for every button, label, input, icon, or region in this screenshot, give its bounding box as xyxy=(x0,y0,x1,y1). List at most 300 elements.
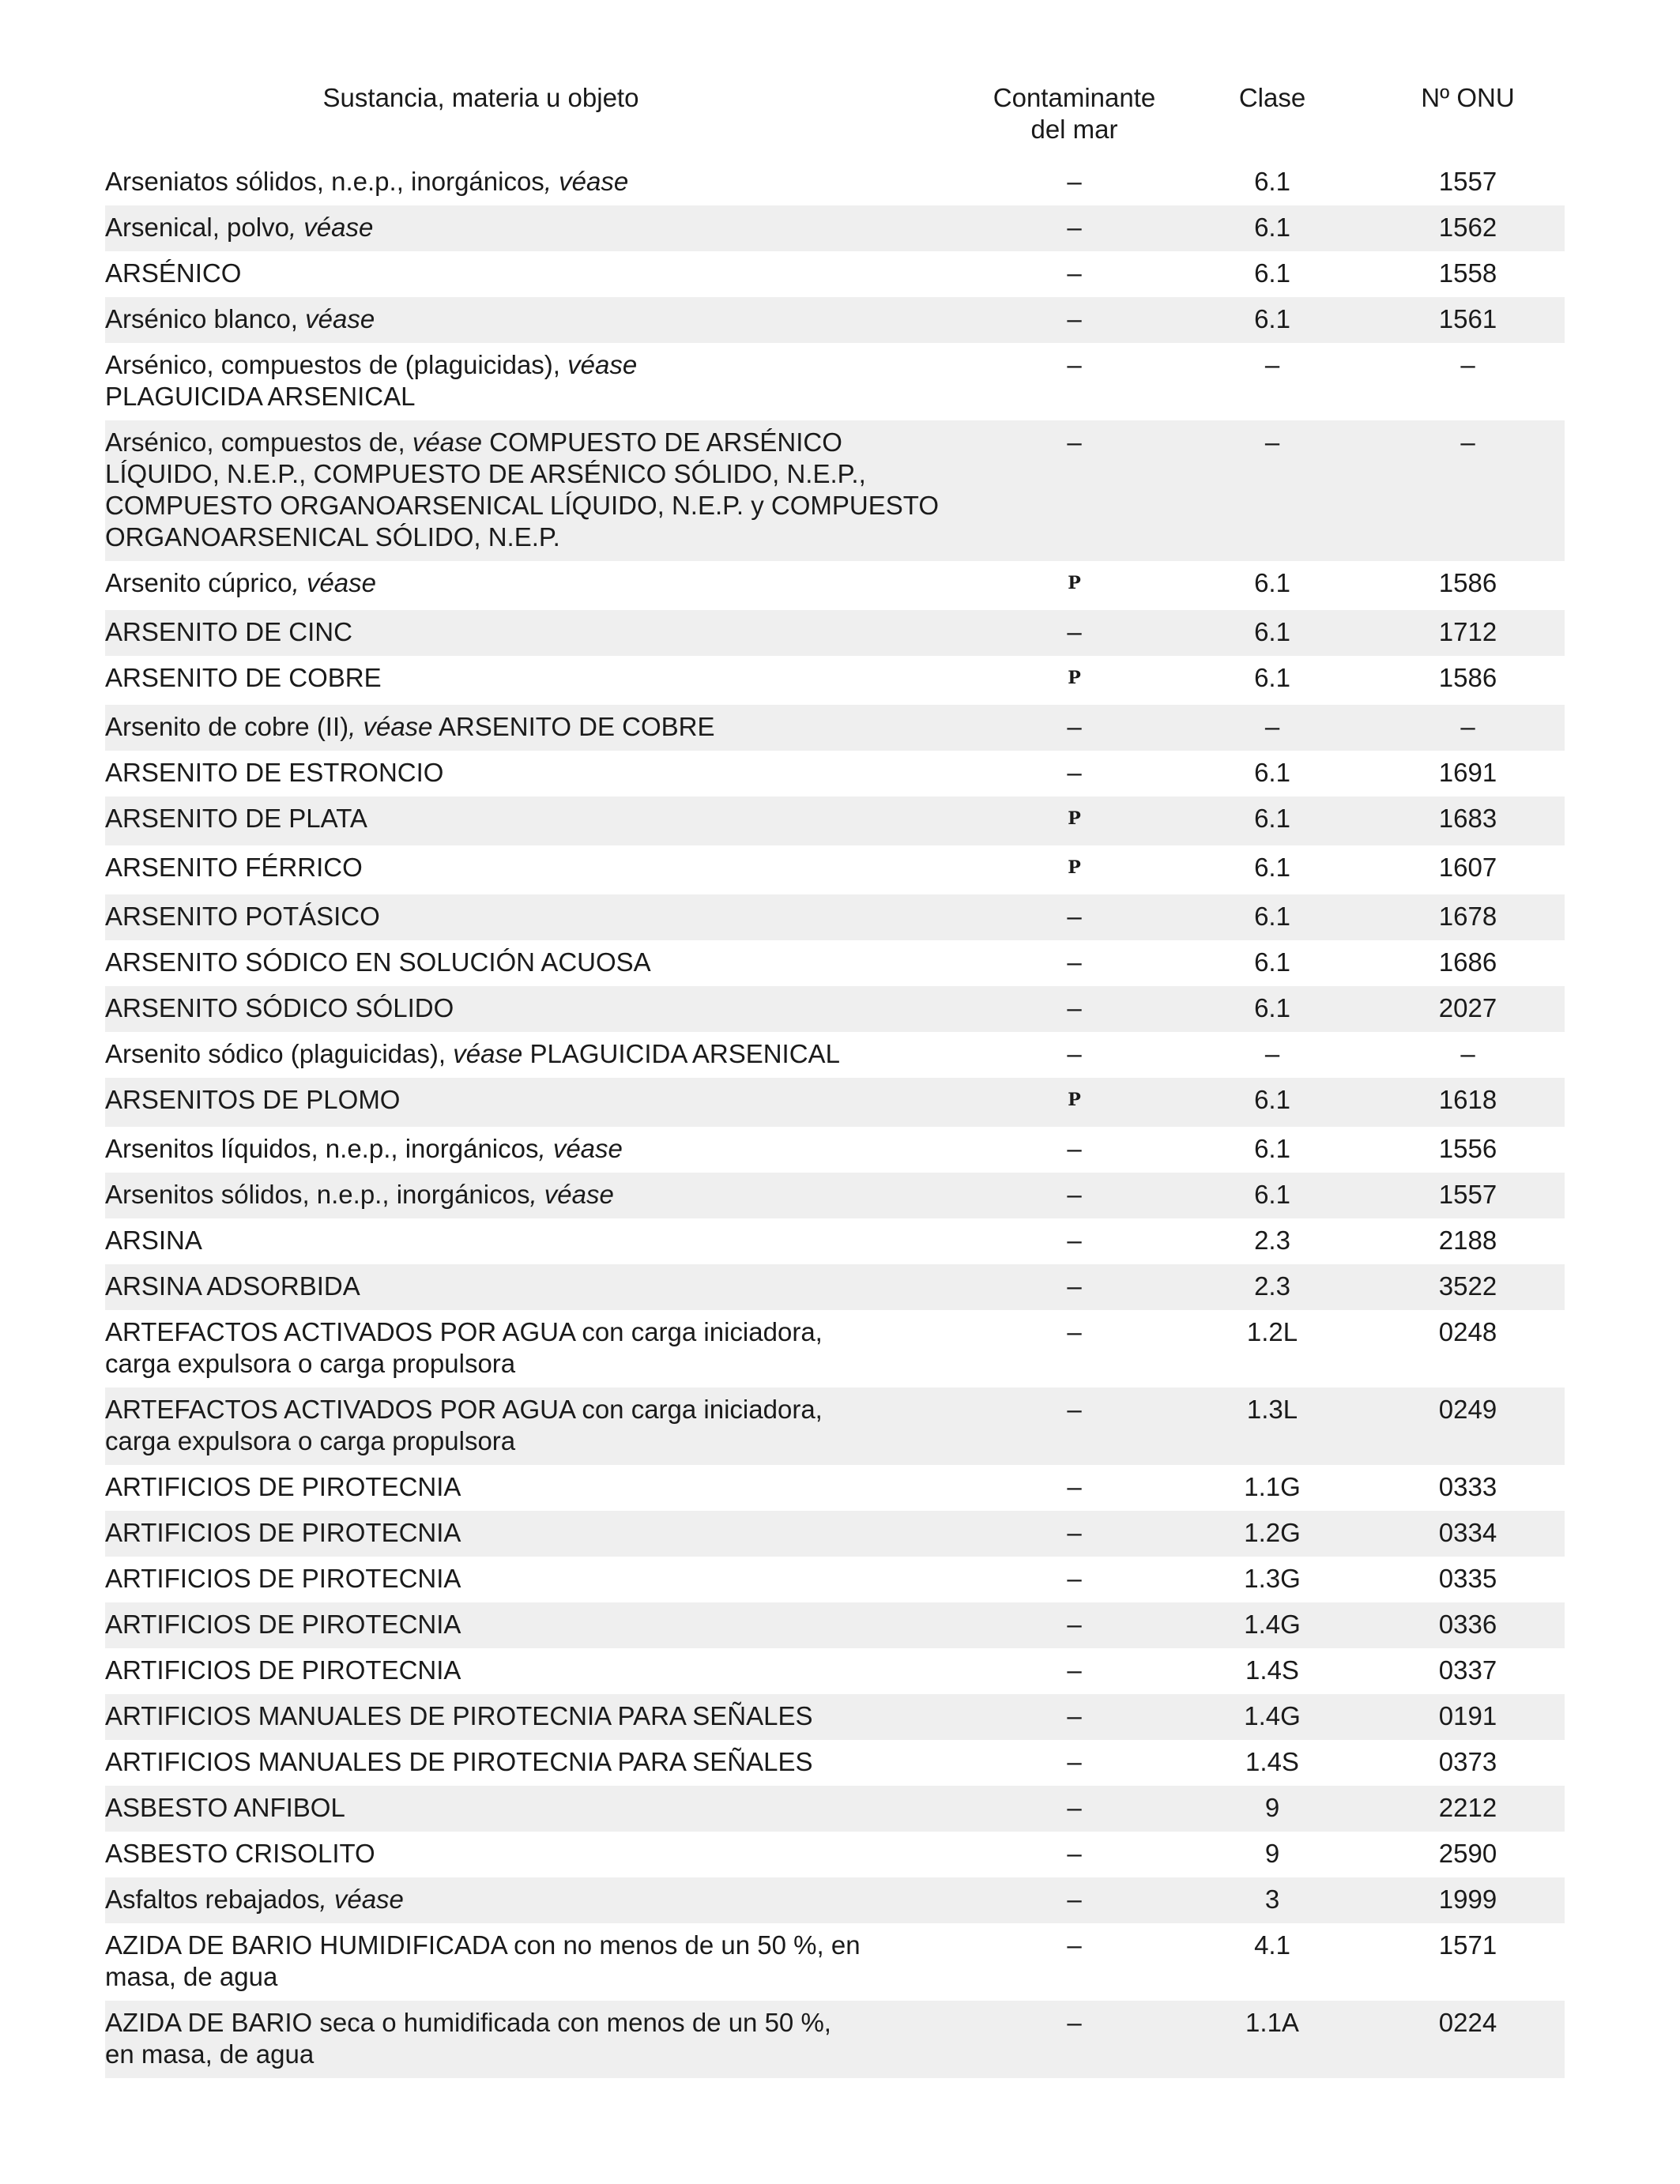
cell-un-number: 1607 xyxy=(1438,853,1497,882)
cell-pollutant xyxy=(975,1832,1173,1877)
pollutant-value: – xyxy=(1067,1472,1082,1501)
marine-pollutant-mark: P xyxy=(1068,573,1081,593)
see-reference: , véase xyxy=(348,712,433,741)
cell-pollutant xyxy=(975,420,1173,561)
substance-name: ARSENITO SÓDICO SÓLIDO xyxy=(105,993,454,1022)
substance-name: ARTEFACTOS ACTIVADOS POR AGUA con carga iniciadora, carga expulsora o carga propulsora xyxy=(105,1317,823,1378)
reference-target: PLAGUICIDA ARSENICAL xyxy=(105,382,416,411)
substance-text xyxy=(105,166,975,198)
substance-text xyxy=(105,1609,975,1640)
pollutant-value: – xyxy=(1067,213,1082,242)
cell-un-number: 0337 xyxy=(1438,1655,1497,1685)
cell-un-number: – xyxy=(1371,705,1565,751)
cell-un-number: 1683 xyxy=(1371,796,1565,845)
substance-name: ARSENITO POTÁSICO xyxy=(105,902,380,931)
cell-substance xyxy=(105,1877,975,1923)
substance-name: ARSENITO DE PLATA xyxy=(105,804,367,833)
pollutant-value: – xyxy=(1067,304,1082,333)
table-row xyxy=(105,1218,1565,1264)
see-reference: véase xyxy=(453,1039,523,1068)
table-body xyxy=(105,160,1565,2078)
cell-class: 1.1A xyxy=(1173,2001,1371,2078)
substance-text xyxy=(105,1084,975,1116)
cell-class: 1.4S xyxy=(1245,1655,1299,1685)
header-pollutant-line2: del mar xyxy=(1030,115,1118,144)
cell-class: 6.1 xyxy=(1254,568,1290,597)
cell-un-number: 1691 xyxy=(1438,758,1497,787)
cell-un-number: 1562 xyxy=(1371,205,1565,251)
pollutant-value: – xyxy=(1067,1701,1082,1730)
cell-class: 6.1 xyxy=(1254,663,1290,692)
cell-class: 6.1 xyxy=(1254,758,1290,787)
cell-pollutant xyxy=(975,751,1173,796)
substance-name: Asfaltos rebajados xyxy=(105,1885,320,1914)
table-row xyxy=(105,894,1565,940)
cell-un-number: – xyxy=(1460,350,1475,379)
substance-name: Arsenical, polvo xyxy=(105,213,289,242)
cell-class: 1.1G xyxy=(1244,1472,1301,1501)
substance-text xyxy=(105,1471,975,1503)
cell-pollutant xyxy=(975,160,1173,205)
marine-pollutant-mark: P xyxy=(1068,1090,1081,1110)
substance-text xyxy=(105,1563,975,1595)
see-reference: , véase xyxy=(288,213,374,242)
cell-class: 9 xyxy=(1173,1786,1371,1832)
substance-text xyxy=(105,1838,975,1870)
table-row xyxy=(105,1832,1565,1877)
cell-pollutant xyxy=(975,1602,1173,1648)
pollutant-value: – xyxy=(1067,350,1082,379)
header-row xyxy=(105,79,1565,160)
cell-substance xyxy=(105,1602,975,1648)
table-row xyxy=(105,1602,1565,1648)
substance-name: ASBESTO ANFIBOL xyxy=(105,1793,345,1822)
substance-text xyxy=(105,1225,975,1256)
substance-text xyxy=(105,852,975,883)
cell-un-number: 1618 xyxy=(1371,1078,1565,1127)
cell-substance xyxy=(105,1923,975,2001)
pollutant-value: – xyxy=(1067,1039,1082,1068)
cell-class: 6.1 xyxy=(1173,986,1371,1032)
header-class: Clase xyxy=(1238,83,1306,112)
substance-name: Arsénico blanco, xyxy=(105,304,306,333)
table-row xyxy=(105,796,1565,845)
cell-un-number: 1571 xyxy=(1438,1930,1497,1960)
cell-substance xyxy=(105,1032,975,1078)
cell-un-number: – xyxy=(1460,1039,1475,1068)
cell-substance xyxy=(105,1127,975,1173)
table-row xyxy=(105,297,1565,343)
cell-class: 6.1 xyxy=(1173,1078,1371,1127)
cell-pollutant xyxy=(975,1557,1173,1602)
cell-un-number: 0224 xyxy=(1371,2001,1565,2078)
substance-text xyxy=(105,711,975,743)
table-row xyxy=(105,561,1565,610)
marine-pollutant-mark: P xyxy=(1068,857,1081,878)
cell-un-number: 1561 xyxy=(1371,297,1565,343)
table-row xyxy=(105,205,1565,251)
header-pollutant-line1: Contaminante xyxy=(993,83,1156,112)
cell-pollutant xyxy=(975,1648,1173,1694)
cell-un-number: 1999 xyxy=(1371,1877,1565,1923)
marine-pollutant-mark: P xyxy=(1068,668,1081,688)
cell-substance xyxy=(105,343,975,420)
pollutant-value: – xyxy=(1067,1271,1082,1301)
substance-name: ARSÉNICO xyxy=(105,258,242,288)
pollutant-value: – xyxy=(1067,947,1082,977)
substance-name: Arsenitos sólidos, n.e.p., inorgánicos xyxy=(105,1180,530,1209)
table-row xyxy=(105,1648,1565,1694)
cell-class: 6.1 xyxy=(1254,258,1290,288)
cell-class: 1.3L xyxy=(1173,1388,1371,1465)
cell-pollutant xyxy=(975,610,1173,656)
cell-pollutant xyxy=(975,1310,1173,1388)
cell-class: 1.4G xyxy=(1173,1694,1371,1740)
cell-pollutant xyxy=(975,561,1173,610)
pollutant-value: – xyxy=(1067,1180,1082,1209)
cell-un-number: 3522 xyxy=(1371,1264,1565,1310)
cell-pollutant xyxy=(975,1264,1173,1310)
table-row xyxy=(105,1557,1565,1602)
substance-text xyxy=(105,2007,864,2070)
cell-un-number: 1556 xyxy=(1438,1134,1497,1163)
cell-un-number: 0334 xyxy=(1371,1511,1565,1557)
cell-un-number: 0373 xyxy=(1438,1747,1497,1776)
cell-class: – xyxy=(1264,350,1280,379)
table-row xyxy=(105,1127,1565,1173)
cell-un-number: 0333 xyxy=(1438,1472,1497,1501)
substance-text xyxy=(105,1179,975,1211)
cell-pollutant xyxy=(975,1388,1173,1465)
cell-pollutant xyxy=(975,2001,1173,2078)
cell-substance xyxy=(105,1786,975,1832)
see-reference: véase xyxy=(305,304,375,333)
cell-class: 6.1 xyxy=(1173,894,1371,940)
cell-substance xyxy=(105,1557,975,1602)
cell-class: 1.2L xyxy=(1246,1317,1298,1346)
substance-text xyxy=(105,427,943,553)
cell-substance xyxy=(105,1388,975,1465)
substance-name: Arsenito sódico (plaguicidas), xyxy=(105,1039,454,1068)
see-reference: , véase xyxy=(319,1885,404,1914)
cell-class: 6.1 xyxy=(1254,947,1290,977)
reference-target: ARSENITO DE COBRE xyxy=(432,712,715,741)
cell-class: 6.1 xyxy=(1173,796,1371,845)
cell-class: 1.2G xyxy=(1173,1511,1371,1557)
table-row xyxy=(105,986,1565,1032)
cell-substance xyxy=(105,297,975,343)
table-row xyxy=(105,420,1565,561)
cell-un-number: 1558 xyxy=(1438,258,1497,288)
substance-text xyxy=(105,1930,864,1993)
cell-class: 6.1 xyxy=(1254,1134,1290,1163)
substance-text xyxy=(105,212,975,243)
cell-class: 9 xyxy=(1264,1839,1280,1868)
table-row xyxy=(105,1923,1565,2001)
cell-pollutant xyxy=(975,656,1173,705)
cell-substance xyxy=(105,796,975,845)
cell-pollutant xyxy=(975,1218,1173,1264)
cell-un-number: 1557 xyxy=(1371,1173,1565,1218)
substance-text xyxy=(105,1792,975,1824)
substance-name: ARSENITO FÉRRICO xyxy=(105,853,363,882)
cell-un-number: 2212 xyxy=(1371,1786,1565,1832)
substance-text xyxy=(105,757,975,789)
cell-substance xyxy=(105,894,975,940)
cell-class: – xyxy=(1264,1039,1280,1068)
pollutant-value: – xyxy=(1067,1226,1082,1255)
cell-pollutant xyxy=(975,297,1173,343)
cell-substance xyxy=(105,751,975,796)
cell-class: 1.4G xyxy=(1173,1602,1371,1648)
cell-substance xyxy=(105,845,975,894)
pollutant-value: – xyxy=(1067,1134,1082,1163)
table-row xyxy=(105,705,1565,751)
table-row xyxy=(105,1388,1565,1465)
cell-substance xyxy=(105,1648,975,1694)
cell-class: 6.1 xyxy=(1173,1173,1371,1218)
cell-un-number: 1557 xyxy=(1438,167,1497,196)
table-row xyxy=(105,1877,1565,1923)
cell-pollutant xyxy=(975,796,1173,845)
cell-pollutant xyxy=(975,1078,1173,1127)
substance-text xyxy=(105,1394,856,1457)
cell-substance xyxy=(105,986,975,1032)
cell-un-number: 0335 xyxy=(1438,1564,1497,1593)
see-reference: véase xyxy=(412,427,482,457)
substance-name: ARSENITO DE CINC xyxy=(105,617,352,646)
cell-pollutant xyxy=(975,1694,1173,1740)
substance-text xyxy=(105,1884,975,1915)
header-un-number: Nº ONU xyxy=(1421,83,1515,112)
cell-un-number: 0191 xyxy=(1371,1694,1565,1740)
cell-class: 2.3 xyxy=(1254,1226,1290,1255)
cell-substance xyxy=(105,1740,975,1786)
table-row xyxy=(105,1740,1565,1786)
cell-un-number: 2188 xyxy=(1438,1226,1497,1255)
substance-text xyxy=(105,1655,975,1686)
cell-class: 2.3 xyxy=(1173,1264,1371,1310)
see-reference: , véase xyxy=(544,167,629,196)
cell-un-number: 2027 xyxy=(1371,986,1565,1032)
pollutant-value: – xyxy=(1067,258,1082,288)
cell-pollutant xyxy=(975,1127,1173,1173)
cell-pollutant xyxy=(975,986,1173,1032)
substance-name: ARTEFACTOS ACTIVADOS POR AGUA con carga iniciadora, carga expulsora o carga propulsora xyxy=(105,1395,823,1455)
substance-text xyxy=(105,1746,975,1778)
pollutant-value: – xyxy=(1067,1839,1082,1868)
see-reference: véase xyxy=(567,350,638,379)
substance-text xyxy=(105,1517,975,1549)
cell-class: – xyxy=(1173,705,1371,751)
substance-name: Arsénico, compuestos de, xyxy=(105,427,412,457)
substance-text xyxy=(105,303,975,335)
cell-substance xyxy=(105,940,975,986)
marine-pollutant-mark: P xyxy=(1068,808,1081,829)
cell-pollutant xyxy=(975,1786,1173,1832)
substance-name: ARSENITO DE COBRE xyxy=(105,663,382,692)
cell-substance xyxy=(105,251,975,297)
cell-un-number: – xyxy=(1371,420,1565,561)
reference-target: PLAGUICIDA ARSENICAL xyxy=(522,1039,840,1068)
header-pollutant xyxy=(975,79,1173,160)
cell-pollutant xyxy=(975,1465,1173,1511)
substance-name: ARTIFICIOS MANUALES DE PIROTECNIA PARA SEÑALES xyxy=(105,1701,813,1730)
substance-name: AZIDA DE BARIO seca o humidificada con menos de un 50 %, en masa, de agua xyxy=(105,2008,831,2069)
substance-name: Arsenito de cobre (II) xyxy=(105,712,349,741)
substance-text xyxy=(105,567,975,599)
cell-class: 6.1 xyxy=(1173,610,1371,656)
cell-pollutant xyxy=(975,705,1173,751)
table-header xyxy=(105,79,1565,160)
substance-name: ARTIFICIOS DE PIROTECNIA xyxy=(105,1472,461,1501)
substance-name: Arsénico, compuestos de (plaguicidas), xyxy=(105,350,568,379)
cell-class: 4.1 xyxy=(1254,1930,1290,1960)
table-row xyxy=(105,1786,1565,1832)
table-row xyxy=(105,1694,1565,1740)
reference-target: COMPUESTO DE ARSÉNICO LÍQUIDO, N.E.P., COMPUESTO DE ARSÉNICO SÓLIDO, N.E.P., COMPUESTO ORGANOARSENICAL LÍQUIDO, N.E.P. y COMPUESTO ORGANOARSENICAL SÓLIDO, N.E.P. xyxy=(105,427,939,552)
cell-pollutant xyxy=(975,1923,1173,2001)
substance-table-container xyxy=(105,79,1565,2078)
table-row xyxy=(105,343,1565,420)
substance-name: ASBESTO CRISOLITO xyxy=(105,1839,375,1868)
substance-text xyxy=(105,1700,975,1732)
pollutant-value: – xyxy=(1067,1564,1082,1593)
cell-class: – xyxy=(1173,420,1371,561)
cell-substance xyxy=(105,1264,975,1310)
cell-class: 3 xyxy=(1173,1877,1371,1923)
see-reference: , véase xyxy=(529,1180,614,1209)
table-row xyxy=(105,251,1565,297)
cell-class: 6.1 xyxy=(1254,167,1290,196)
substance-name: ARTIFICIOS MANUALES DE PIROTECNIA PARA SEÑALES xyxy=(105,1747,813,1776)
table-row xyxy=(105,845,1565,894)
cell-un-number: 2590 xyxy=(1438,1839,1497,1868)
cell-pollutant xyxy=(975,1032,1173,1078)
substance-text xyxy=(105,992,975,1024)
substance-text xyxy=(105,1133,975,1165)
cell-un-number: 1712 xyxy=(1371,610,1565,656)
substance-name: ARTIFICIOS DE PIROTECNIA xyxy=(105,1610,461,1639)
cell-un-number: 0248 xyxy=(1438,1317,1497,1346)
cell-substance xyxy=(105,1832,975,1877)
pollutant-value: – xyxy=(1067,2008,1082,2037)
cell-substance xyxy=(105,705,975,751)
pollutant-value: – xyxy=(1067,1885,1082,1914)
cell-pollutant xyxy=(975,343,1173,420)
cell-substance xyxy=(105,160,975,205)
cell-substance xyxy=(105,420,975,561)
cell-substance xyxy=(105,561,975,610)
cell-substance xyxy=(105,1218,975,1264)
table-row xyxy=(105,1078,1565,1127)
table-row xyxy=(105,1465,1565,1511)
cell-un-number: 0249 xyxy=(1371,1388,1565,1465)
cell-un-number: 1686 xyxy=(1438,947,1497,977)
pollutant-value: – xyxy=(1067,1793,1082,1822)
pollutant-value: – xyxy=(1067,167,1082,196)
table-row xyxy=(105,1032,1565,1078)
table-row xyxy=(105,656,1565,705)
pollutant-value: – xyxy=(1067,712,1082,741)
cell-class: 1.3G xyxy=(1244,1564,1301,1593)
cell-un-number: 1678 xyxy=(1371,894,1565,940)
substance-text xyxy=(105,1271,975,1302)
pollutant-value: – xyxy=(1067,1610,1082,1639)
cell-substance xyxy=(105,2001,975,2078)
pollutant-value: – xyxy=(1067,993,1082,1022)
substance-text xyxy=(105,662,975,694)
substance-name: ARSINA xyxy=(105,1226,202,1255)
cell-pollutant xyxy=(975,894,1173,940)
pollutant-value: – xyxy=(1067,1395,1082,1424)
pollutant-value: – xyxy=(1067,1655,1082,1685)
table-row xyxy=(105,751,1565,796)
pollutant-value: – xyxy=(1067,1518,1082,1547)
substance-name: ARSENITOS DE PLOMO xyxy=(105,1085,401,1114)
cell-pollutant xyxy=(975,1877,1173,1923)
cell-class: 6.1 xyxy=(1254,853,1290,882)
substance-name: Arseniatos sólidos, n.e.p., inorgánicos xyxy=(105,167,544,196)
cell-un-number: 0336 xyxy=(1371,1602,1565,1648)
cell-un-number: 1586 xyxy=(1438,663,1497,692)
cell-pollutant xyxy=(975,205,1173,251)
substance-name: ARTIFICIOS DE PIROTECNIA xyxy=(105,1518,461,1547)
cell-pollutant xyxy=(975,1511,1173,1557)
pollutant-value: – xyxy=(1067,1747,1082,1776)
cell-substance xyxy=(105,1310,975,1388)
substance-name: Arsenitos líquidos, n.e.p., inorgánicos xyxy=(105,1134,539,1163)
substance-text xyxy=(105,947,975,978)
cell-pollutant xyxy=(975,845,1173,894)
substance-name: ARSINA ADSORBIDA xyxy=(105,1271,360,1301)
cell-class: 1.4S xyxy=(1245,1747,1299,1776)
pollutant-value: – xyxy=(1067,902,1082,931)
table-row xyxy=(105,2001,1565,2078)
table-row xyxy=(105,1264,1565,1310)
table-row xyxy=(105,1511,1565,1557)
cell-pollutant xyxy=(975,1173,1173,1218)
see-reference: , véase xyxy=(538,1134,623,1163)
cell-substance xyxy=(105,610,975,656)
substance-text xyxy=(105,901,975,932)
substance-text xyxy=(105,1316,856,1380)
substance-name: ARSENITO SÓDICO EN SOLUCIÓN ACUOSA xyxy=(105,947,651,977)
cell-class: 6.1 xyxy=(1173,297,1371,343)
pollutant-value: – xyxy=(1067,758,1082,787)
table-row xyxy=(105,940,1565,986)
pollutant-value: – xyxy=(1067,427,1082,457)
table-row xyxy=(105,610,1565,656)
substance-name: ARSENITO DE ESTRONCIO xyxy=(105,758,444,787)
substance-text xyxy=(105,349,706,412)
cell-substance xyxy=(105,205,975,251)
cell-substance xyxy=(105,1173,975,1218)
substance-name: ARTIFICIOS DE PIROTECNIA xyxy=(105,1564,461,1593)
substance-text xyxy=(105,1038,975,1070)
table-row xyxy=(105,160,1565,205)
pollutant-value: – xyxy=(1067,617,1082,646)
pollutant-value: – xyxy=(1067,1317,1082,1346)
substance-table xyxy=(105,79,1565,2078)
table-row xyxy=(105,1173,1565,1218)
cell-pollutant xyxy=(975,1740,1173,1786)
substance-text xyxy=(105,616,975,648)
cell-class: 6.1 xyxy=(1173,205,1371,251)
cell-substance xyxy=(105,1694,975,1740)
substance-name: AZIDA DE BARIO HUMIDIFICADA con no menos de un 50 %, en masa, de agua xyxy=(105,1930,861,1991)
substance-name: ARTIFICIOS DE PIROTECNIA xyxy=(105,1655,461,1685)
